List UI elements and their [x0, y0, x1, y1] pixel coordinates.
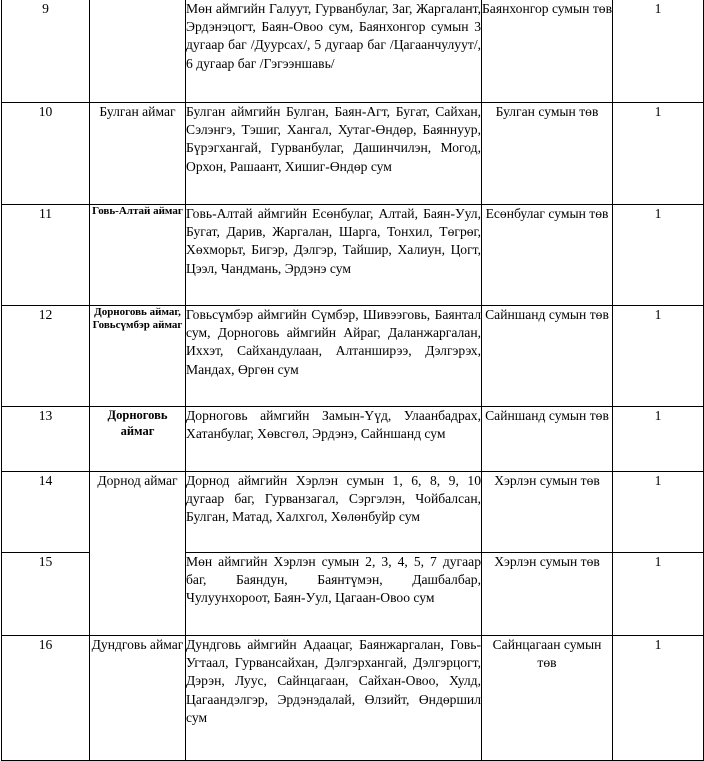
aimag-cell: Дундговь аймаг — [90, 636, 186, 761]
row-number: 16 — [2, 636, 90, 761]
sums-cell: Дорноговь аймгийн Замын-Үүд, Улаанбадрах, Хатанбулаг, Хөвсгөл, Эрдэнэ, Сайншанд сум — [186, 407, 482, 472]
aimag-cell: Булган аймаг — [90, 103, 186, 205]
count-cell: 1 — [613, 472, 704, 553]
center-cell: Баянхонгор сумын төв — [482, 0, 613, 103]
count-cell: 1 — [613, 553, 704, 636]
row-number: 13 — [2, 407, 90, 472]
table-row — [2, 472, 704, 553]
sums-cell: Говьсүмбэр аймгийн Сүмбэр, Шивээговь, Баянтал сум, Дорноговь аймгийн Айраг, Даланжаргалан, Иххэт, Сайхандулаан, Алтанширээ, Дэлгэрэх, Мандах, Өргөн сум — [186, 306, 482, 407]
row-number: 10 — [2, 103, 90, 205]
aimag-cell: Дорноговь аймаг — [90, 407, 186, 472]
sums-cell: Дундговь аймгийн Адаацаг, Баянжаргалан, Говь-Угтаал, Гурвансайхан, Дэлгэрхангай, Дэлгэрцогт, Дэрэн, Луус, Сайнцагаан, Сайхан-Овоо, Хулд, Цагаандэлгэр, Эрдэнэдалай, Өлзийт, Өндөршил сум — [186, 636, 482, 761]
center-cell: Хэрлэн сумын төв — [482, 472, 613, 553]
center-cell: Сайнцагаан сумын төв — [482, 636, 613, 761]
count-cell: 1 — [613, 306, 704, 407]
center-cell: Хэрлэн сумын төв — [482, 553, 613, 636]
aimag-cell: Дорноговь аймаг, Говьсүмбэр аймаг — [90, 306, 186, 407]
row-number: 9 — [2, 0, 90, 103]
center-cell: Сайншанд сумын төв — [482, 306, 613, 407]
sums-cell: Говь-Алтай аймгийн Есөнбулаг, Алтай, Баян-Уул, Бугат, Дарив, Жаргалан, Шарга, Тонхил, Төгрөг, Хөхморьт, Бигэр, Дэлгэр, Тайшир, Халиун, Цогт, Цээл, Чандмань, Эрдэнэ сум — [186, 205, 482, 306]
aimag-cell: Говь-Алтай аймаг — [90, 205, 186, 306]
center-cell: Есөнбулаг сумын төв — [482, 205, 613, 306]
sums-cell: Булган аймгийн Булган, Баян-Агт, Бугат, Сайхан, Сэлэнгэ, Тэшиг, Хангал, Хутаг-Өндөр, Баяннуур, Бүрэгхангай, Гурванбулаг, Дашинчилэн, Могод, Орхон, Рашаант, Хишиг-Өндөр сум — [186, 103, 482, 205]
center-cell: Булган сумын төв — [482, 103, 613, 205]
center-cell: Сайншанд сумын төв — [482, 407, 613, 472]
row-number: 11 — [2, 205, 90, 306]
table-row — [2, 306, 704, 407]
sums-cell: Мөн аймгийн Галуут, Гурванбулаг, Заг, Жаргалант, Эрдэнэцогт, Баян-Овоо сум, Баянхонгор сумын 3 дугаар баг /Дуурсах/, 5 дугаар баг /Цагаанчулуут/, 6 дугаар баг /Гэгээншавь/ — [186, 0, 482, 103]
table-row — [2, 103, 704, 205]
sums-cell: Мөн аймгийн Хэрлэн сумын 2, 3, 4, 5, 7 дугаар баг, Баяндун, Баянтүмэн, Дашбалбар, Чулуунхороот, Баян-Уул, Цагаан-Овоо сум — [186, 553, 482, 636]
table-row — [2, 205, 704, 306]
count-cell: 1 — [613, 103, 704, 205]
aimag-cell: Дорнод аймаг — [90, 472, 186, 636]
row-number: 14 — [2, 472, 90, 553]
table-row — [2, 407, 704, 472]
count-cell: 1 — [613, 636, 704, 761]
aimag-cell — [90, 0, 186, 103]
sums-cell: Дорнод аймгийн Хэрлэн сумын 1, 6, 8, 9, 10 дугаар баг, Гурванзагал, Сэргэлэн, Чойбалсан, Булган, Матад, Халхгол, Хөлөнбуйр сум — [186, 472, 482, 553]
count-cell: 1 — [613, 205, 704, 306]
count-cell: 1 — [613, 407, 704, 472]
count-cell: 1 — [613, 0, 704, 103]
table-row — [2, 0, 704, 103]
row-number: 15 — [2, 553, 90, 636]
districts-table — [1, 0, 704, 761]
table-row — [2, 636, 704, 761]
row-number: 12 — [2, 306, 90, 407]
